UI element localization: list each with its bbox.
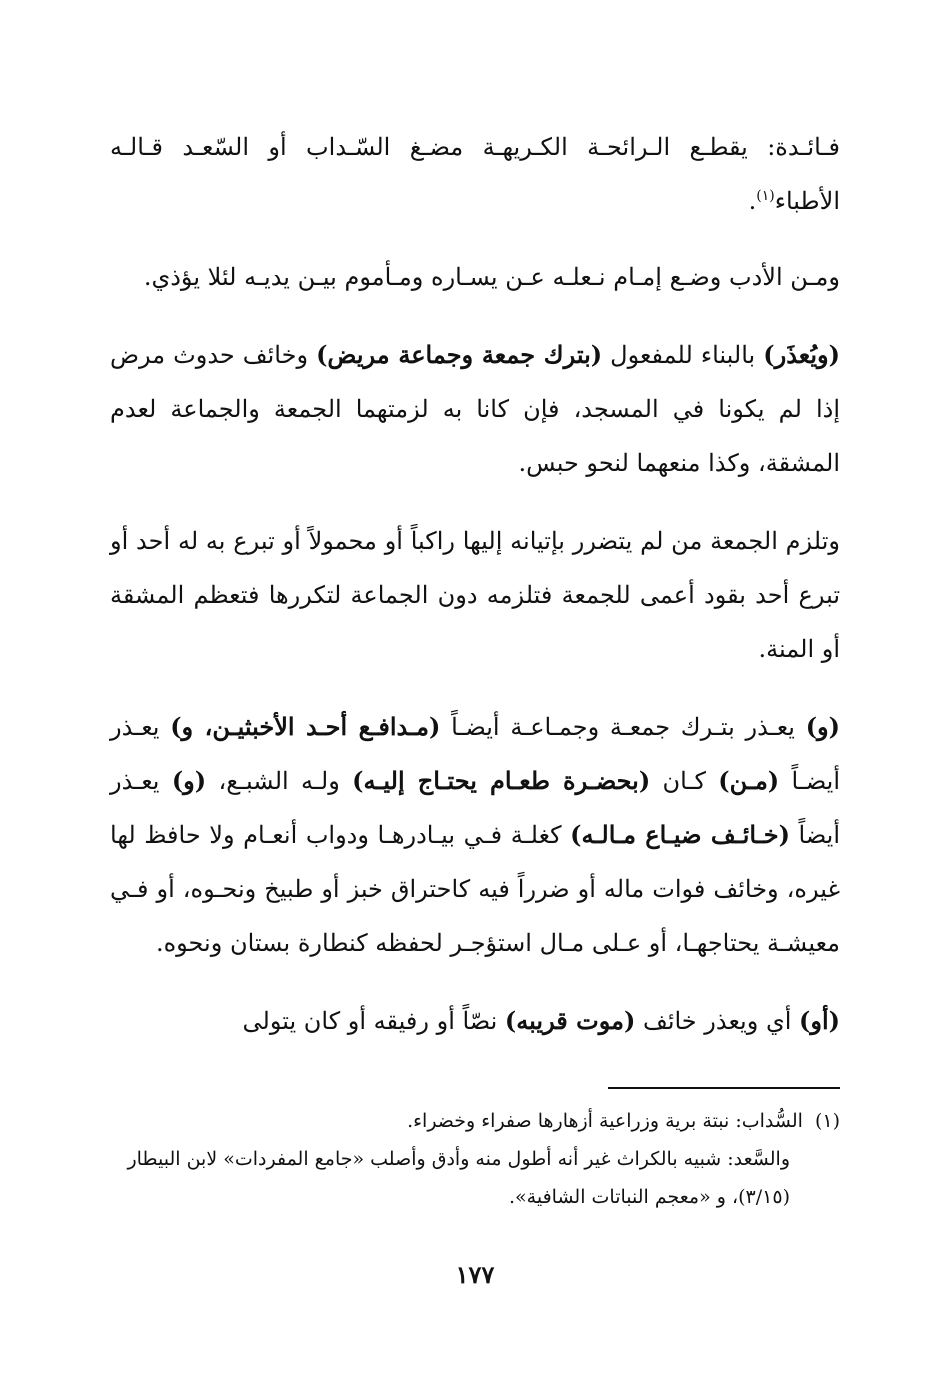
sharh-text: . (748, 187, 757, 215)
paragraph-4 (110, 514, 840, 676)
footnotes (110, 1102, 840, 1216)
sharh-text: يعـذر بتـرك جمعـة وجمـاعـة أيضـاً (440, 713, 806, 741)
matn-text: (بترك جمعة وجماعة مريض) (316, 340, 603, 369)
sharh-text: كغلـة فـي بيـادرهـا ودواب أنعـام ولا حافظ لها غيره، وخائف فوات ماله أو ضرراً فيه كاحتراق خبز أو طبيخ ونحـوه، أو فـي معيشـة يحتاجهـا، أو عـلى مـال استؤجـر لحفظه كنطارة بستان ونحوه. (110, 821, 840, 957)
sharh-text: يعـذر أيضاً (110, 767, 840, 849)
paragraph-1 (110, 120, 840, 228)
sharh-text: وخائف حدوث مرض إذا لم يكونا في المسجد، فإن كانا به لزمتهما الجمعة والجماعة لعدم المشقة، وكذا منعهما لنحو حبس. (110, 341, 840, 477)
sharh-text: وتلزم الجمعة من لم يتضرر بإتيانه إليها راكباً أو محمولاً أو تبرع به له أحد أو تبرع أحد بقود أعمى للجمعة فتلزمه دون الجماعة لتكررها فتعظم المشقة أو المنة. (110, 527, 840, 663)
matn-text: (و) (171, 766, 207, 795)
matn-text: (موت قريبه) (504, 1006, 636, 1035)
paragraph-2 (110, 250, 840, 304)
matn-text: (أو) (799, 1006, 840, 1035)
footnote-number: (١) (814, 1110, 840, 1132)
paragraph-5 (110, 700, 840, 970)
paragraph-3 (110, 328, 840, 490)
sharh-text: ولـه الشبـع، (206, 767, 353, 795)
sharh-text: نصّاً أو رفيقه أو كان يتولى (242, 1007, 505, 1035)
paragraph-6 (110, 994, 840, 1048)
sharh-text: كـان (650, 767, 719, 795)
footnote-separator (608, 1087, 840, 1089)
sharh-text: فـائـدة: يقطـع الـرائحـة الكـريهـة مضـغ السّـداب أو السّعـد قـالـه الأطباء (110, 133, 840, 215)
matn-text: (مـدافـع أحـد الأخبثيـن، و) (170, 712, 441, 741)
footnote-text-line1: السُّداب: نبتة برية وزراعية أزهارها صفراء وخضراء. (407, 1110, 803, 1132)
sharh-text: أي ويعذر خائف (635, 1007, 800, 1035)
footnote-reference: (١) (756, 188, 775, 204)
page-number: ١٧٧ (455, 1260, 495, 1289)
sharh-text: بالبناء للمفعول (602, 341, 764, 369)
matn-text: (بحضـرة طعـام يحتـاج إليـه) (352, 766, 651, 795)
matn-text: (مـن) (718, 766, 780, 795)
matn-text: (خـائـف ضيـاع مـالـه) (570, 820, 790, 849)
main-text (110, 120, 840, 1072)
footnote-1 (110, 1102, 840, 1140)
sharh-text: ومـن الأدب وضـع إمـام نـعلـه عـن يسـاره ومـأموم بيـن يديـه لئلا يؤذي. (143, 263, 840, 291)
sharh-text: يعـذر أيضـاً (110, 713, 841, 795)
matn-text: (ويُعذَر) (763, 340, 840, 369)
footnote-text-line2: والسَّعد: شبيه بالكراث غير أنه أطول منه وأدق وأصلب «جامع المفردات» لابن البيطار (٣/١٥)، و «معجم النباتات الشافية». (127, 1148, 790, 1208)
matn-text: (و) (805, 712, 841, 741)
